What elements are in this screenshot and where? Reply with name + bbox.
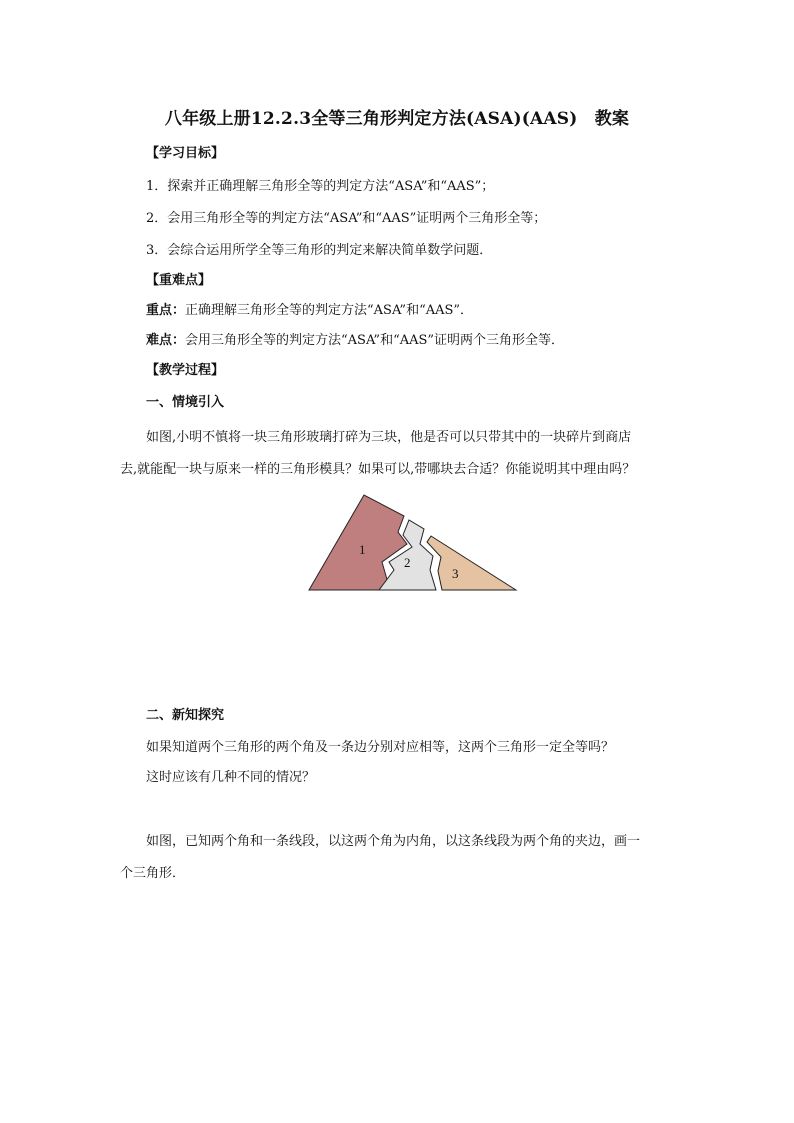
section1-heading: 一、情境引入 <box>146 395 225 410</box>
glass-piece-3 <box>427 536 516 590</box>
section2-paragraph-line1: 如图，已知两个角和一条线段，以这两个角为内角，以这条线段为两个角的夹边，画一 <box>146 834 641 849</box>
section1-paragraph-line2: 去,就能配一块与原来一样的三角形模具？如果可以,带哪块去合适？你能说明其中理由吗？ <box>120 462 636 477</box>
key-point-line <box>146 303 473 319</box>
section2-question-1: 如果知道两个三角形的两个角及一条边分别对应相等，这两个三角形一定全等吗？ <box>146 740 615 755</box>
difficult-point-label: 难点： <box>146 333 186 348</box>
glass-label-3: 3 <box>452 566 459 581</box>
glass-label-1: 1 <box>359 542 366 557</box>
objective-item-3: 3．会综合运用所学全等三角形的判定来解决简单数学问题． <box>146 243 493 258</box>
broken-glass-figure <box>306 492 520 594</box>
section2-question-2: 这时应该有几种不同的情况？ <box>146 770 316 785</box>
section2-paragraph-line2: 个三角形． <box>120 866 186 881</box>
objectives-heading: 【学习目标】 <box>146 146 225 161</box>
objective-item-2: 2．会用三角形全等的判定方法“ASA”和“AAS”证明两个三角形全等； <box>146 211 547 226</box>
difficult-point-line <box>146 333 564 349</box>
key-points-heading: 【重难点】 <box>146 273 212 288</box>
key-point-text: 正确理解三角形全等的判定方法“ASA”和“AAS”． <box>185 303 474 318</box>
process-heading: 【教学过程】 <box>146 363 225 378</box>
glass-label-2: 2 <box>404 555 411 570</box>
document-title: 八年级上册12.2.3全等三角形判定方法(ASA)(AAS) 教案 <box>164 109 630 129</box>
difficult-point-text: 会用三角形全等的判定方法“ASA”和“AAS”证明两个三角形全等． <box>185 333 565 348</box>
key-point-label: 重点： <box>146 303 186 318</box>
objective-item-1: 1．探索并正确理解三角形全等的判定方法“ASA”和“AAS”； <box>146 179 495 194</box>
section1-paragraph-line1: 如图,小明不慎将一块三角形玻璃打碎为三块，他是否可以只带其中的一块碎片到商店 <box>146 430 632 445</box>
section2-heading: 二、新知探究 <box>146 708 225 723</box>
